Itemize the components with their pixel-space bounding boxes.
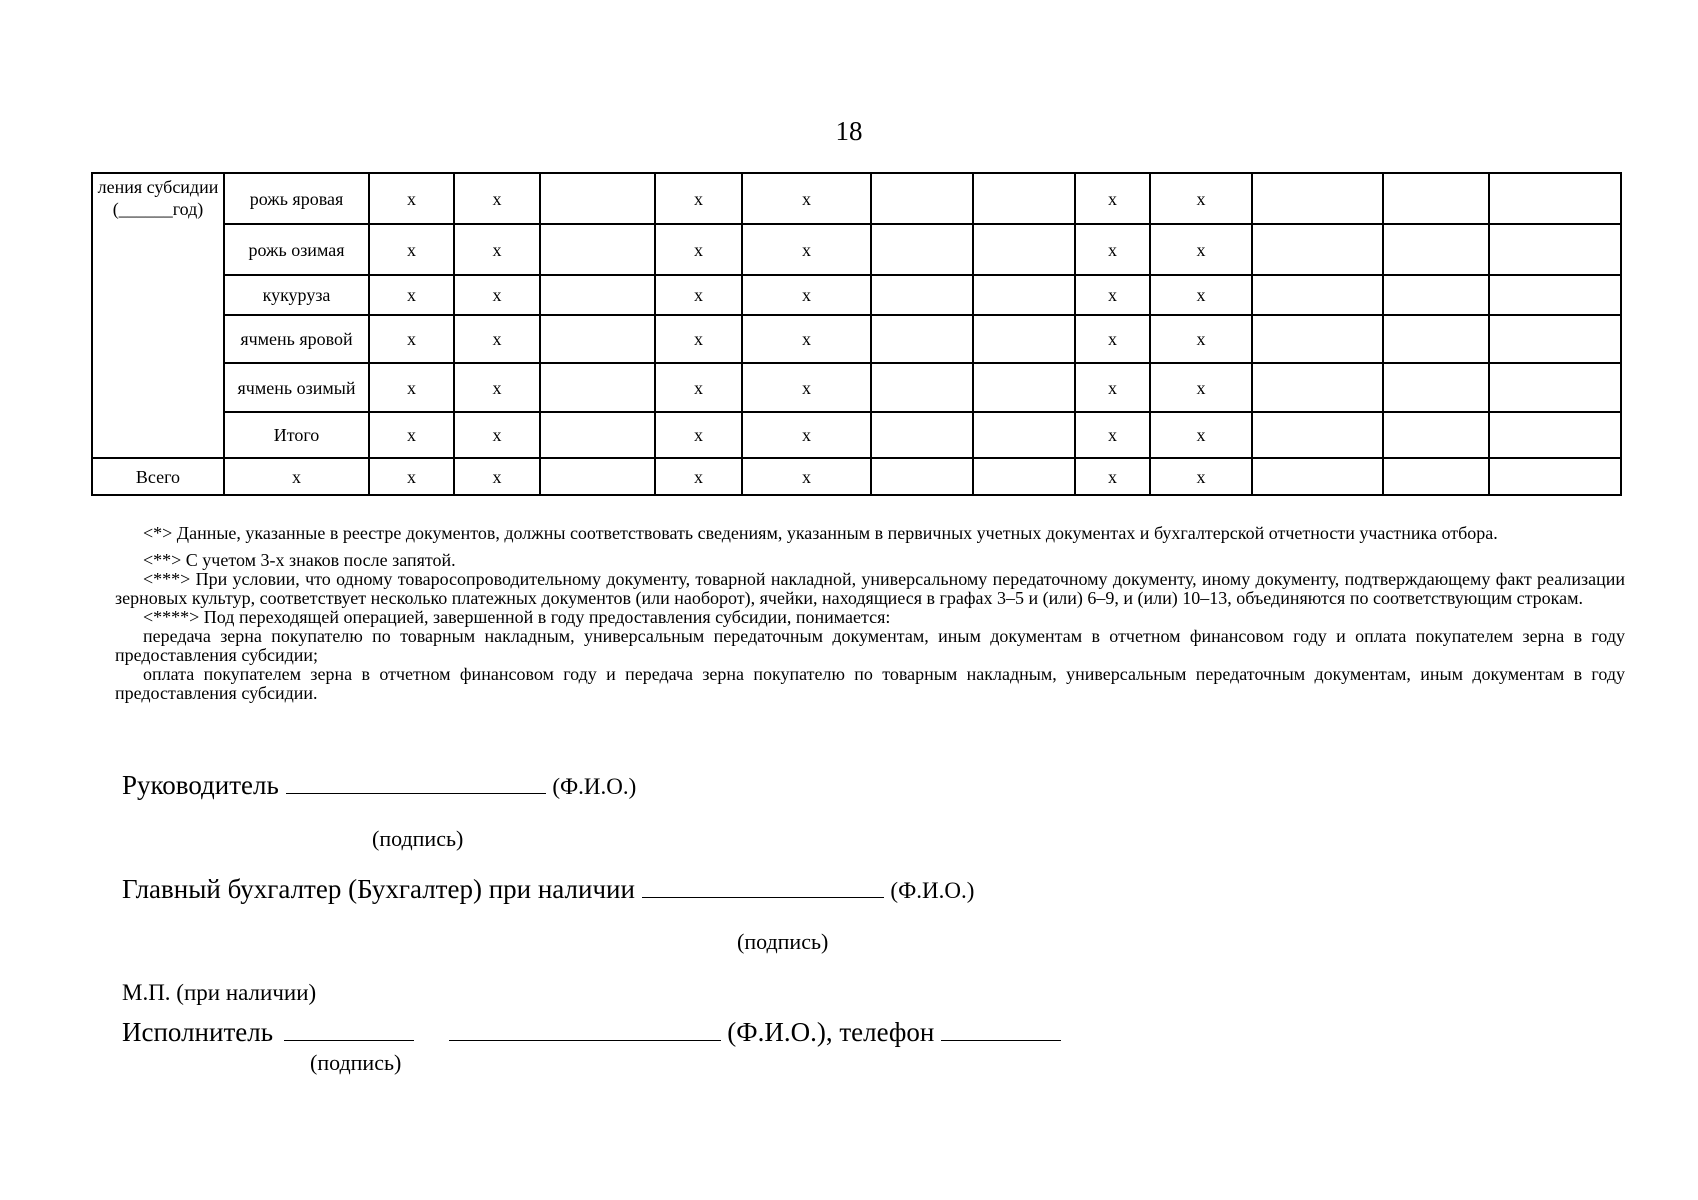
- table-cell: [1383, 363, 1489, 412]
- table-cell: х: [369, 315, 454, 363]
- table-cell: х: [454, 412, 540, 458]
- stamp-label: М.П. (при наличии): [122, 980, 317, 1005]
- table-cell: [1383, 224, 1489, 275]
- table-cell: х: [655, 315, 742, 363]
- table-cell: [1252, 173, 1383, 224]
- table-row: [92, 315, 1621, 363]
- table-cell: [1252, 458, 1383, 495]
- table-row: [92, 275, 1621, 315]
- table-cell: х: [655, 458, 742, 495]
- table-cell: х: [742, 224, 871, 275]
- group-label: ления субсидии (______год): [97, 177, 219, 219]
- table-cell: [540, 315, 655, 363]
- table-cell: [871, 224, 973, 275]
- table-cell: х: [224, 458, 369, 495]
- table-cell: [1252, 412, 1383, 458]
- footnote-1: <*> Данные, указанные в реестре документов, должны соответствовать сведениям, указанным в первичных учетных документах и бухгалтерской отчетности участника отбора.: [143, 523, 1498, 543]
- table-cell: х: [655, 224, 742, 275]
- group-label-cell: [92, 173, 224, 458]
- footnote-5: передача зерна покупателю по товарным накладным, универсальным передаточным документам, иным документам в отчетном финансовом году и оплата покупателем зерна в году предоставления субсидии;: [115, 626, 1625, 665]
- signature-caption: (подпись): [310, 1050, 402, 1075]
- table-cell: х: [369, 173, 454, 224]
- table-row: [92, 224, 1621, 275]
- table-cell: х: [655, 412, 742, 458]
- table-cell: х: [1075, 458, 1150, 495]
- footnote-3: <***> При условии, что одному товаросопроводительному документу, товарной накладной, универсальному передаточному документу, иному документу, подтверждающему факт реализации зерновых культур, соответствует несколько платежных документов (или наоборот), ячейки, находящиеся в графах 3–5 и (или) 6–9, и (или) 10–13, объединяются по соответствующим строкам.: [115, 569, 1625, 608]
- table-cell: [1383, 412, 1489, 458]
- table-cell: [1383, 173, 1489, 224]
- table-cell: х: [1150, 412, 1252, 458]
- table-row: [92, 173, 1621, 224]
- table-cell: х: [1150, 458, 1252, 495]
- table-cell: [540, 412, 655, 458]
- table-cell: х: [742, 458, 871, 495]
- signature-caption: (подпись): [372, 826, 464, 851]
- total-label-cell: Всего: [92, 458, 224, 495]
- table-cell: [1383, 275, 1489, 315]
- table-cell: х: [742, 275, 871, 315]
- table-cell: х: [454, 173, 540, 224]
- table-cell: [973, 275, 1075, 315]
- table-cell: [1252, 275, 1383, 315]
- table-cell: х: [655, 173, 742, 224]
- table-cell: х: [742, 363, 871, 412]
- table-cell: [540, 173, 655, 224]
- table-cell: [1489, 224, 1621, 275]
- head-signature-line: [122, 770, 636, 801]
- table-cell: [540, 458, 655, 495]
- table-cell: х: [742, 315, 871, 363]
- crop-cell: ячмень яровой: [224, 315, 369, 363]
- table-cell: [1383, 458, 1489, 495]
- table-cell: х: [1150, 315, 1252, 363]
- table-cell: [871, 315, 973, 363]
- signature-caption: (подпись): [737, 929, 829, 954]
- table-cell: х: [1075, 363, 1150, 412]
- registry-table: [91, 172, 1622, 496]
- table-cell: [973, 315, 1075, 363]
- table-cell: х: [1150, 224, 1252, 275]
- table-cell: [1252, 224, 1383, 275]
- table-cell: [1489, 458, 1621, 495]
- table-cell: х: [1075, 412, 1150, 458]
- footnote-6: оплата покупателем зерна в отчетном финансовом году и передача зерна покупателю по товарным накладным, универсальным передаточным документам, иным документам в году предоставления субсидии.: [115, 664, 1625, 703]
- head-label: Руководитель: [122, 770, 279, 800]
- executor-signature-line: [122, 1017, 1061, 1048]
- phone-blank[interactable]: [941, 1018, 1061, 1041]
- table-cell: [973, 224, 1075, 275]
- footnote-2: <**> С учетом 3-х знаков после запятой.: [143, 550, 456, 570]
- table-cell: [1489, 173, 1621, 224]
- table-cell: [1252, 363, 1383, 412]
- table-cell: х: [1150, 173, 1252, 224]
- table-cell: х: [369, 412, 454, 458]
- table-cell: [871, 412, 973, 458]
- table-cell: [540, 275, 655, 315]
- signature-blank[interactable]: [284, 1018, 414, 1041]
- table-cell: х: [454, 458, 540, 495]
- table-cell: х: [1075, 315, 1150, 363]
- table-cell: х: [1150, 275, 1252, 315]
- table-cell: [1489, 363, 1621, 412]
- table-cell: х: [1075, 275, 1150, 315]
- table-cell: х: [369, 275, 454, 315]
- table-cell: х: [655, 275, 742, 315]
- table-row: [92, 412, 1621, 458]
- fio-phone-label: (Ф.И.О.), телефон: [727, 1017, 935, 1047]
- crop-cell: ячмень озимый: [224, 363, 369, 412]
- executor-label: Исполнитель: [122, 1017, 274, 1047]
- crop-cell: Итого: [224, 412, 369, 458]
- table-cell: [1489, 412, 1621, 458]
- table-cell: [973, 412, 1075, 458]
- table-cell: х: [454, 224, 540, 275]
- table-cell: [871, 458, 973, 495]
- table-cell: х: [454, 275, 540, 315]
- table-cell: х: [369, 458, 454, 495]
- signature-blank[interactable]: [642, 875, 884, 898]
- accountant-label: Главный бухгалтер (Бухгалтер) при наличии: [122, 874, 635, 904]
- signature-blank[interactable]: [286, 771, 546, 794]
- table-cell: х: [369, 363, 454, 412]
- table-cell: х: [454, 363, 540, 412]
- crop-cell: рожь озимая: [224, 224, 369, 275]
- table-cell: [973, 458, 1075, 495]
- table-cell: х: [742, 412, 871, 458]
- table-cell: х: [1075, 224, 1150, 275]
- table-cell: [540, 224, 655, 275]
- table-cell: х: [742, 173, 871, 224]
- table-cell: [871, 275, 973, 315]
- table-row-total: [92, 458, 1621, 495]
- footnote-4: <****> Под переходящей операцией, завершенной в году предоставления субсидии, понимается:: [143, 607, 891, 627]
- footnotes: [115, 522, 1625, 703]
- table-cell: [871, 363, 973, 412]
- table-cell: [1252, 315, 1383, 363]
- table-cell: х: [1075, 173, 1150, 224]
- fio-blank[interactable]: [449, 1018, 721, 1041]
- fio-label: (Ф.И.О.): [552, 774, 637, 799]
- table-cell: х: [369, 224, 454, 275]
- table-cell: [1489, 275, 1621, 315]
- table-row: [92, 363, 1621, 412]
- crop-cell: рожь яровая: [224, 173, 369, 224]
- table-cell: [871, 173, 973, 224]
- table-cell: [973, 173, 1075, 224]
- table-cell: [1489, 315, 1621, 363]
- table-cell: [540, 363, 655, 412]
- table-cell: [973, 363, 1075, 412]
- page-number: 18: [835, 116, 863, 146]
- fio-label: (Ф.И.О.): [890, 878, 975, 903]
- table-cell: х: [655, 363, 742, 412]
- table-cell: х: [1150, 363, 1252, 412]
- crop-cell: кукуруза: [224, 275, 369, 315]
- table-cell: х: [454, 315, 540, 363]
- table-cell: [1383, 315, 1489, 363]
- accountant-signature-line: [122, 874, 974, 905]
